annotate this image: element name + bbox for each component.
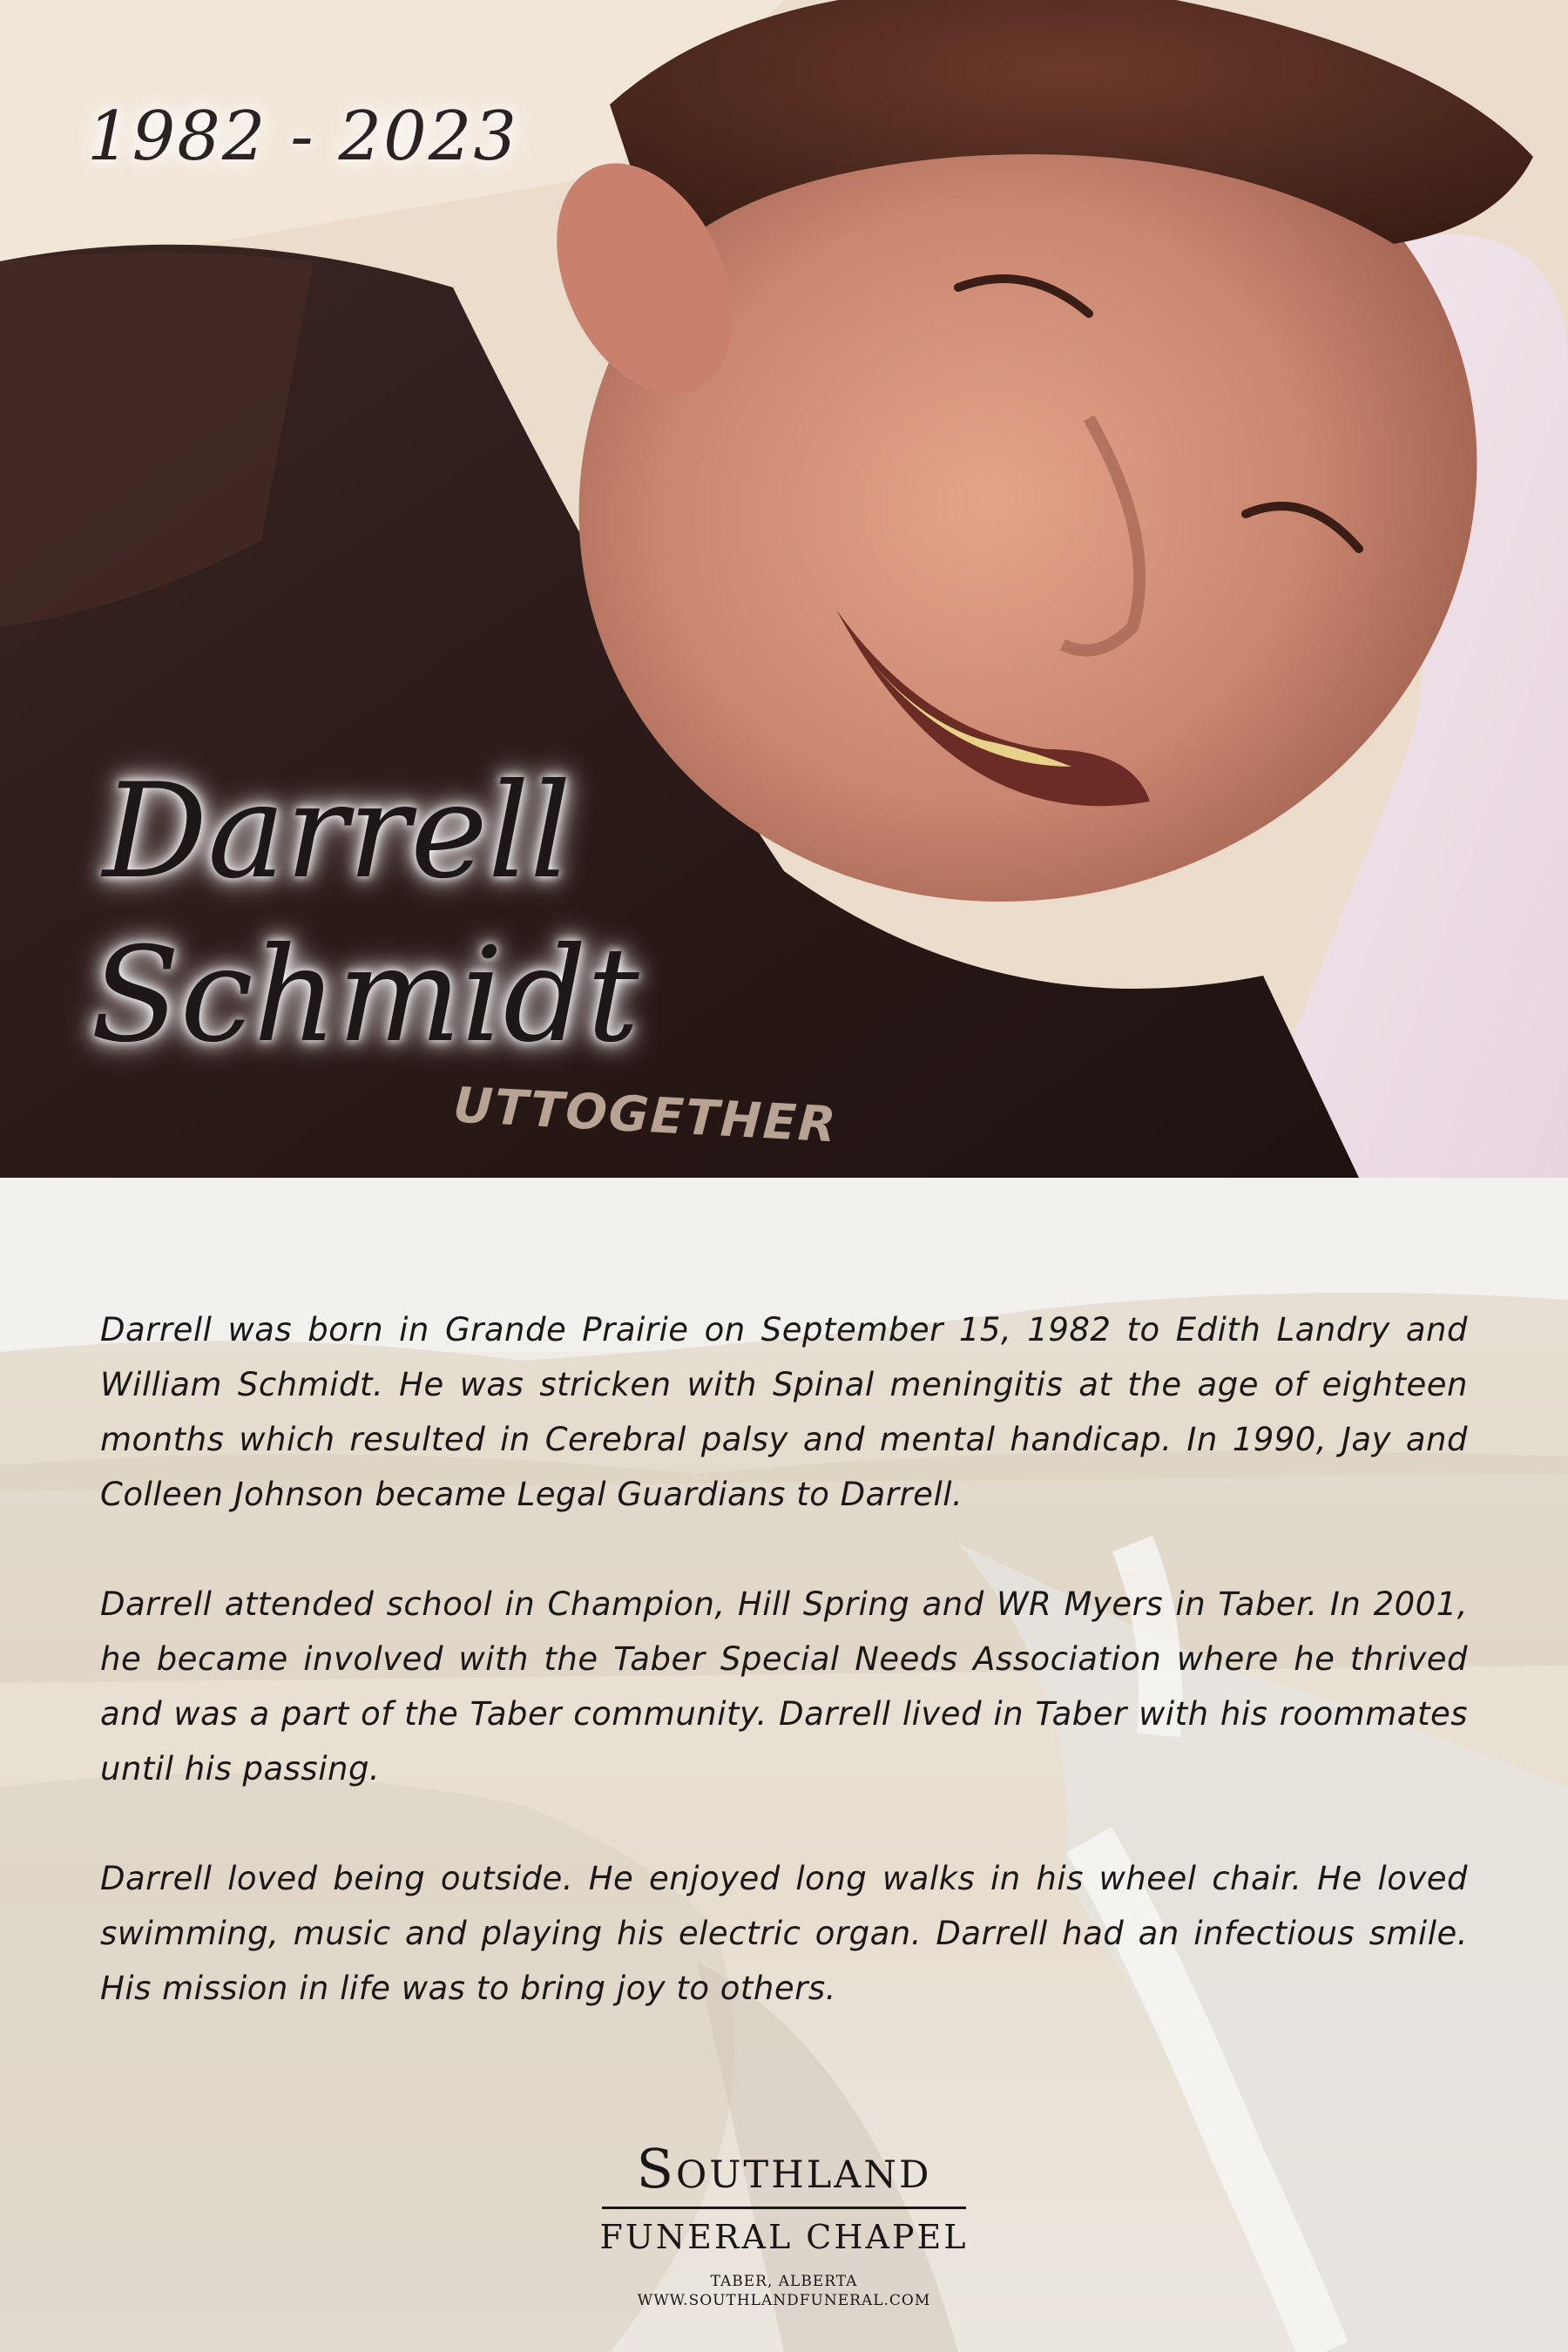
life-years: 1982 - 2023 [87,98,518,176]
logo-divider [602,2207,966,2209]
logo-location: TABER, ALBERTA [710,2273,858,2290]
logo-subtitle: FUNERAL CHAPEL [599,2218,969,2256]
shirt-print-text: UTTOGETHER [451,1077,839,1154]
funeral-home-logo [0,2139,1568,2310]
obituary-paragraph: Darrell was born in Grande Prairie on September 15, 1982 to Edith Landry and William Schmidt. He was stricken with Spinal meningitis at the age of eighteen months which resulted in Cerebral palsy and mental handicap. In 1990, Jay and Colleen Johnson became Legal Guardians to Darrell. [100,1311,1468,1513]
obituary-text [100,1302,1468,2016]
first-name: Darrell [103,756,571,908]
logo-website: WWW.SOUTHLANDFUNERAL.COM [637,2292,931,2309]
obituary-paragraph: Darrell attended school in Champion, Hill Spring and WR Myers in Taber. In 2001, he became involved with the Taber Special Needs Association where he thrived and was a part of the Taber community. Darrell lived in Taber with his roommates until his passing. [100,1585,1468,1788]
logo-brand: Southland [636,2137,932,2200]
obituary-paragraph: Darrell loved being outside. He enjoyed long walks in his wheel chair. He loved swimming, music and playing his electric organ. Darrell had an infectious smile. His mission in life was to bring joy to others. [100,1860,1468,2007]
last-name: Schmidt [91,920,639,1071]
